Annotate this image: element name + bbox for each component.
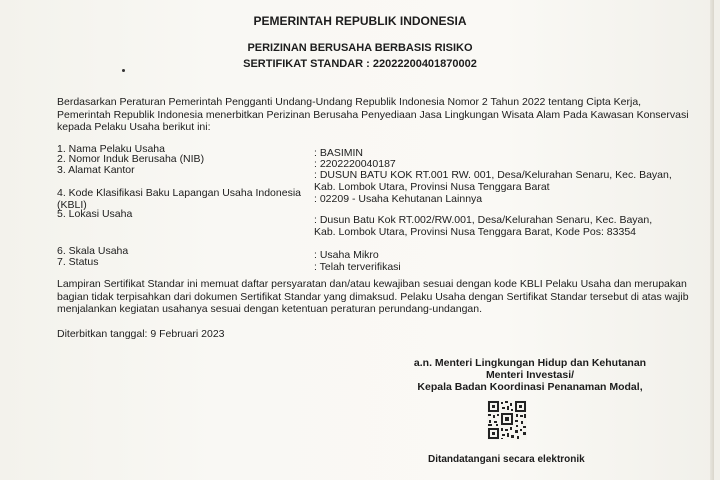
signature-line-1: a.n. Menteri Lingkungan Hidup dan Kehutanan — [413, 357, 647, 369]
ink-dot — [122, 69, 125, 72]
signature-line-3: Kepala Badan Koordinasi Penanaman Modal, — [417, 381, 643, 393]
qr-code-icon — [487, 400, 527, 440]
field-value-office: : DUSUN BATU KOK RT.001 RW. 001, Desa/Kelurahan Senaru, Kec. Bayan, Kab. Lombok Utara, Provinsi Nusa Tenggara Barat — [314, 169, 672, 193]
field-value-nib: : 2202220040187 — [314, 158, 396, 170]
field-label-status: 7. Status — [57, 256, 99, 268]
field-value-scale: : Usaha Mikro — [314, 249, 379, 261]
field-value-location: : Dusun Batu Kok RT.002/RW.001, Desa/Kelurahan Senaru, Kec. Bayan, Kab. Lombok Utara, Provinsi Nusa Tenggara Barat, Kode Pos: 83354 — [314, 214, 653, 238]
electronic-signature-note: Ditandatangani secara elektronik — [428, 454, 585, 465]
field-label-kbli: 4. Kode Klasifikasi Baku Lapangan Usaha Indonesia (KBLI) — [57, 187, 302, 211]
government-title: PEMERINTAH REPUBLIK INDONESIA — [253, 14, 467, 28]
field-label-scale: 6. Skala Usaha — [57, 245, 129, 257]
field-label-nib: 2. Nomor Induk Berusaha (NIB) — [57, 153, 205, 165]
field-label-location: 5. Lokasi Usaha — [57, 208, 133, 220]
closing-paragraph: Lampiran Sertifikat Standar ini memuat daftar persyaratan dan/atau kewajiban sesuai dengan kode KBLI Pelaku Usaha dan merupakan bagian tidak terpisahkan dari dokumen Sertifikat Standar yang dimaksud. Pelaku Usaha dengan Sertifikat Standar tersebut di atas wajib menjalankan kegiatan usahanya sesuai dengan ketentuan peraturan perundang-undangan. — [57, 278, 689, 315]
field-value-kbli: : 02209 - Usaha Kehutanan Lainnya — [314, 193, 483, 205]
field-value-name: : BASIMIN — [314, 147, 364, 159]
licensing-title: PERIZINAN BERUSAHA BERBASIS RISIKO — [247, 42, 473, 54]
paper-edge — [710, 0, 714, 480]
signature-line-2: Menteri Investasi/ — [485, 369, 575, 381]
issued-date: Diterbitkan tanggal: 9 Februari 2023 — [57, 328, 225, 340]
field-label-office: 3. Alamat Kantor — [57, 164, 135, 176]
field-value-status: : Telah terverifikasi — [314, 261, 401, 273]
intro-paragraph: Berdasarkan Peraturan Pemerintah Pengganti Undang-Undang Republik Indonesia Nomor 2 Tahun 2022 tentang Cipta Kerja, Pemerintah Republik Indonesia menerbitkan Perizinan Berusaha Penyediaan Jasa Lingkungan Wisata Alam Pada Kawasan Konservasi kepada Pelaku Usaha berikut ini: — [57, 96, 689, 133]
certificate-number: SERTIFIKAT STANDAR : 22022200401870002 — [243, 58, 477, 70]
field-label-name: 1. Nama Pelaku Usaha — [57, 143, 165, 155]
